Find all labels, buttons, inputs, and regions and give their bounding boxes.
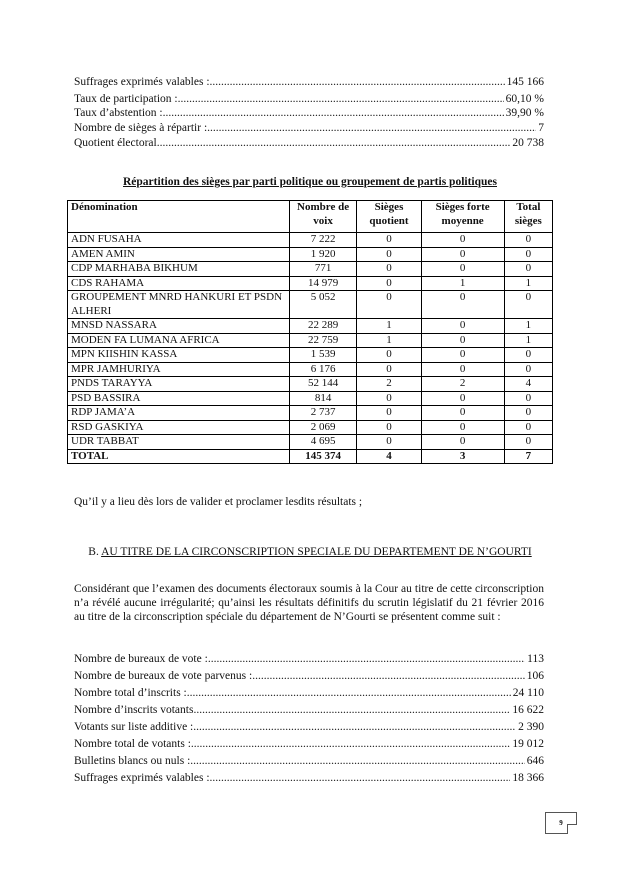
party-name: PSD BASSIRA xyxy=(68,391,290,406)
party-name: MPR JAMHURIYA xyxy=(68,362,290,377)
table-total-row xyxy=(68,449,553,464)
table-row xyxy=(68,233,553,248)
stat-value: 60,10 % xyxy=(505,93,544,105)
header-total: Total sièges xyxy=(504,201,552,233)
stat-label: Suffrages exprimés valables : xyxy=(74,772,210,784)
votes-cell: 2 069 xyxy=(289,420,357,435)
section-b-prefix: B. xyxy=(88,546,99,558)
total-cell: 4 xyxy=(504,377,552,392)
table-row xyxy=(68,291,553,319)
stat-value: 18 366 xyxy=(512,772,544,784)
party-name: MPN KIISHIN KASSA xyxy=(68,348,290,363)
stat-suffrages-valables xyxy=(74,75,544,89)
stat-bureaux-parvenus xyxy=(74,669,544,683)
stat-label: Nombre d’inscrits votants xyxy=(74,704,194,716)
header-denomination: Dénomination xyxy=(68,201,290,233)
table-row xyxy=(68,420,553,435)
stat-label: Nombre de bureaux de vote parvenus : xyxy=(74,670,253,682)
quotient-cell: 2 xyxy=(357,377,421,392)
stat-label: Nombre de bureaux de vote : xyxy=(74,653,208,665)
stat-liste-additive xyxy=(74,720,544,734)
quotient-cell: 0 xyxy=(357,247,421,262)
stat-total-votants xyxy=(74,737,544,751)
votes-cell: 22 289 xyxy=(289,319,357,334)
total-cell: 0 xyxy=(504,233,552,248)
total-cell: 1 xyxy=(504,276,552,291)
party-name: RSD GASKIYA xyxy=(68,420,290,435)
table-row xyxy=(68,391,553,406)
stat-sieges-repartir xyxy=(74,121,544,135)
total-cell: 0 xyxy=(504,247,552,262)
quotient-cell: 1 xyxy=(357,319,421,334)
forte-cell: 0 xyxy=(421,435,504,450)
forte-cell: 0 xyxy=(421,420,504,435)
forte-cell: 0 xyxy=(421,233,504,248)
stat-label: Taux d’abstention : xyxy=(74,107,163,119)
total-quotient: 4 xyxy=(357,449,421,464)
quotient-cell: 0 xyxy=(357,391,421,406)
forte-cell: 0 xyxy=(421,319,504,334)
table-row xyxy=(68,276,553,291)
quotient-cell: 0 xyxy=(357,362,421,377)
header-forte-moyenne: Sièges forte moyenne xyxy=(421,201,504,233)
repartition-heading: Répartition des sièges par parti politique ou groupement de partis politiques xyxy=(123,176,497,188)
page-number-text: 9 xyxy=(559,819,563,827)
party-name: PNDS TARAYYA xyxy=(68,377,290,392)
votes-cell: 4 695 xyxy=(289,435,357,450)
stat-value: 24 110 xyxy=(512,687,544,699)
page-fold-corner xyxy=(567,824,577,834)
party-name: RDP JAMA’A xyxy=(68,406,290,421)
votes-cell: 2 737 xyxy=(289,406,357,421)
total-cell: 0 xyxy=(504,391,552,406)
total-cell: 1 xyxy=(504,333,552,348)
votes-cell: 1 920 xyxy=(289,247,357,262)
party-name: CDS RAHAMA xyxy=(68,276,290,291)
total-cell: 0 xyxy=(504,291,552,319)
quotient-cell: 0 xyxy=(357,276,421,291)
section-b-heading xyxy=(74,545,546,559)
votes-cell: 814 xyxy=(289,391,357,406)
stat-label: Taux de participation : xyxy=(74,93,178,105)
stat-label: Bulletins blancs ou nuls : xyxy=(74,755,191,767)
total-forte: 3 xyxy=(421,449,504,464)
forte-cell: 1 xyxy=(421,276,504,291)
quotient-cell: 1 xyxy=(357,333,421,348)
quotient-cell: 0 xyxy=(357,233,421,248)
table-row xyxy=(68,377,553,392)
conclusion-text: Qu’il y a lieu dès lors de valider et proclamer lesdits résultats ; xyxy=(74,496,363,508)
table-row xyxy=(68,333,553,348)
page-number xyxy=(545,812,577,834)
stat-label: Nombre de sièges à répartir : xyxy=(74,122,208,134)
quotient-cell: 0 xyxy=(357,348,421,363)
stat-inscrits-votants xyxy=(74,703,544,717)
stat-value: 646 xyxy=(526,755,544,767)
votes-cell: 6 176 xyxy=(289,362,357,377)
stat-value: 113 xyxy=(527,653,544,665)
table-row xyxy=(68,348,553,363)
votes-cell: 771 xyxy=(289,262,357,277)
forte-cell: 0 xyxy=(421,362,504,377)
party-name: MODEN FA LUMANA AFRICA xyxy=(68,333,290,348)
stat-label: Votants sur liste additive : xyxy=(74,721,194,733)
forte-cell: 0 xyxy=(421,406,504,421)
total-cell: 0 xyxy=(504,406,552,421)
table-row xyxy=(68,406,553,421)
votes-cell: 5 052 xyxy=(289,291,357,319)
total-cell: 0 xyxy=(504,420,552,435)
table-row xyxy=(68,362,553,377)
party-name: ADN FUSAHA xyxy=(68,233,290,248)
section-b-title: AU TITRE DE LA CIRCONSCRIPTION SPECIALE DU DEPARTEMENT DE N’GOURTI xyxy=(101,546,532,558)
stat-value: 106 xyxy=(526,670,544,682)
total-cell: 0 xyxy=(504,348,552,363)
stat-quotient-electoral xyxy=(74,136,544,150)
quotient-cell: 0 xyxy=(357,291,421,319)
forte-cell: 2 xyxy=(421,377,504,392)
stat-value: 145 166 xyxy=(506,76,544,88)
party-name: CDP MARHABA BIKHUM xyxy=(68,262,290,277)
table-row xyxy=(68,319,553,334)
party-name: AMEN AMIN xyxy=(68,247,290,262)
header-quotient: Sièges quotient xyxy=(357,201,421,233)
table-row xyxy=(68,247,553,262)
forte-cell: 0 xyxy=(421,291,504,319)
total-cell: 0 xyxy=(504,435,552,450)
table-body xyxy=(68,233,553,464)
quotient-cell: 0 xyxy=(357,406,421,421)
stat-label: Suffrages exprimés valables : xyxy=(74,76,210,88)
votes-cell: 22 759 xyxy=(289,333,357,348)
forte-cell: 0 xyxy=(421,333,504,348)
stat-bureaux-vote xyxy=(74,652,544,666)
stat-value: 16 622 xyxy=(512,704,544,716)
party-name: UDR TABBAT xyxy=(68,435,290,450)
stat-taux-participation xyxy=(74,92,544,106)
header-votes: Nombre de voix xyxy=(289,201,357,233)
party-name: MNSD NASSARA xyxy=(68,319,290,334)
total-cell: 0 xyxy=(504,262,552,277)
stat-bulletins-nuls xyxy=(74,754,544,768)
forte-cell: 0 xyxy=(421,262,504,277)
quotient-cell: 0 xyxy=(357,420,421,435)
total-seats: 7 xyxy=(504,449,552,464)
table-row xyxy=(68,435,553,450)
votes-cell: 7 222 xyxy=(289,233,357,248)
stat-label: Quotient électoral xyxy=(74,137,157,149)
stat-label: Nombre total d’inscrits : xyxy=(74,687,187,699)
stat-total-inscrits xyxy=(74,686,544,700)
total-cell: 1 xyxy=(504,319,552,334)
quotient-cell: 0 xyxy=(357,262,421,277)
stat-value: 7 xyxy=(538,122,544,134)
total-cell: 0 xyxy=(504,362,552,377)
votes-cell: 1 539 xyxy=(289,348,357,363)
party-name: GROUPEMENT MNRD HANKURI ET PSDN ALHERI xyxy=(68,291,290,319)
quotient-cell: 0 xyxy=(357,435,421,450)
forte-cell: 0 xyxy=(421,348,504,363)
stat-value: 20 738 xyxy=(512,137,544,149)
table-row xyxy=(68,262,553,277)
section-b-paragraph: Considérant que l’examen des documents électoraux soumis à la Cour au titre de cette circonscription n’a révélé aucune irrégularité; qu’ainsi les résultats définitifs du scrutin législatif du 21 février 2016 au titre de la circonscription spéciale du département de N’Gourti se présentent comme suit : xyxy=(74,583,544,623)
total-label: TOTAL xyxy=(68,449,290,464)
stat-value: 19 012 xyxy=(512,738,544,750)
stat-value: 2 390 xyxy=(518,721,544,733)
stat-label: Nombre total de votants : xyxy=(74,738,191,750)
seats-table xyxy=(67,200,553,464)
votes-cell: 14 979 xyxy=(289,276,357,291)
forte-cell: 0 xyxy=(421,391,504,406)
table-header-row xyxy=(68,201,553,233)
votes-cell: 52 144 xyxy=(289,377,357,392)
total-votes: 145 374 xyxy=(289,449,357,464)
forte-cell: 0 xyxy=(421,247,504,262)
stat-taux-abstention xyxy=(74,106,544,120)
stat-value: 39,90 % xyxy=(505,107,544,119)
stat-suffrages-valables-bottom xyxy=(74,771,544,785)
